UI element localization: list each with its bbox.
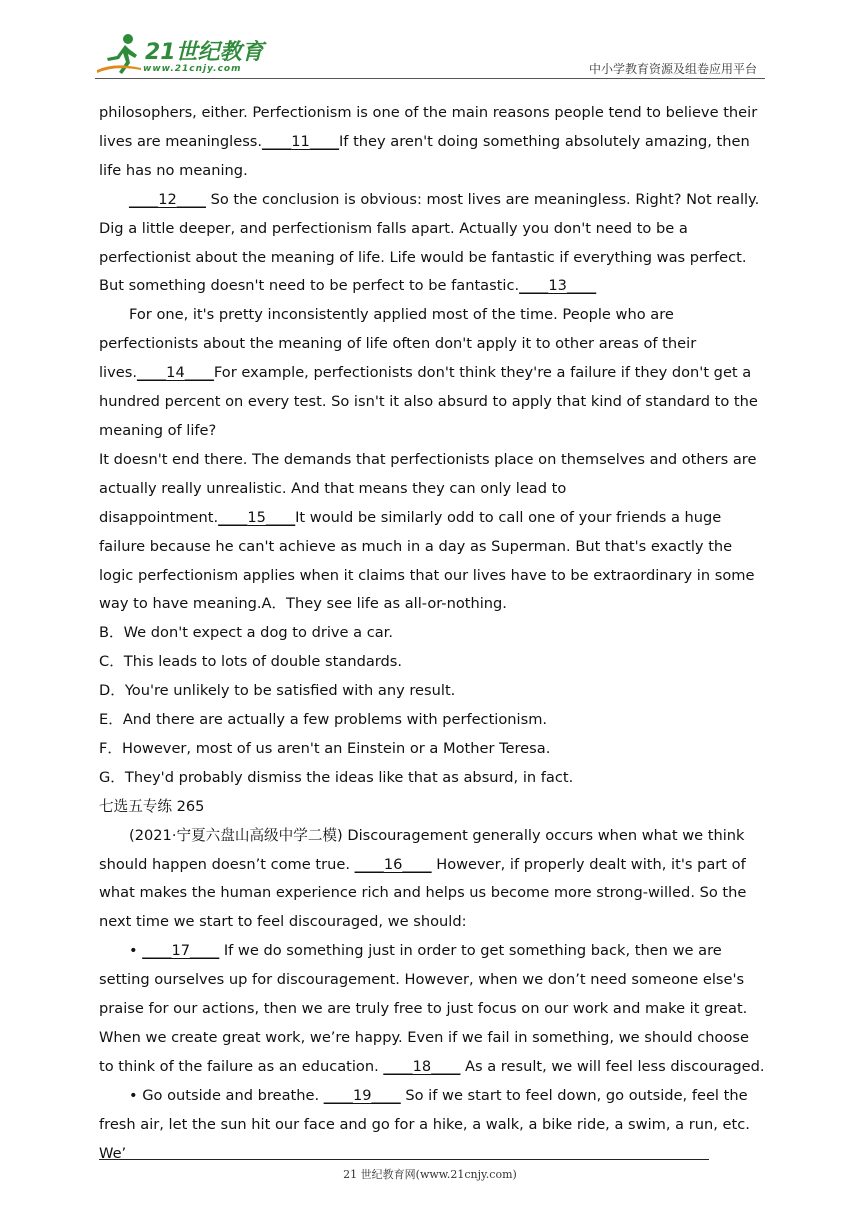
blank-12: ____12____ <box>129 190 206 208</box>
option-c: C．This leads to lots of double standards. <box>99 653 403 671</box>
option-f: F．However, most of us aren't an Einstein or a Mother Teresa. <box>99 739 551 757</box>
paragraph: philosophers, either. Perfectionism is one of the main reasons people tend to believe their lives are meaningless.____11____If they aren't doing something absolutely amazing, then life has no meaning. <box>99 104 758 179</box>
site-logo <box>95 32 265 78</box>
document-body <box>99 99 765 1169</box>
runner-icon <box>95 32 143 78</box>
paragraph: (2021·宁夏六盘山高级中学二模) Discouragement generally occurs when what we think should happen doesn’t come true. ____16____ However, if properly dealt with, it's part of what makes the human experience rich and helps us become more strong-willed. So the next time we start to feel discouraged, we should: <box>99 826 747 931</box>
blank-17: ____17____ <box>142 942 220 960</box>
paragraph: It doesn't end there. The demands that perfectionists place on themselves and others are actually really unrealistic. And that means they can only lead to disappointment.____15____It would be similarly odd to call one of your friends a huge failure because he can't achieve as much in a day as Superman. But that's exactly the logic perfectionism applies when it claims that our lives have to be extraordinary in some way to have meaning.A．They see life as all-or-nothing. <box>99 450 757 613</box>
logo-url: www.21cnjy.com <box>143 64 242 74</box>
section-title: 七选五专练 265 <box>99 797 205 815</box>
bullet-paragraph: • ____17____ If we do something just in order to get something back, then we are setting ourselves up for discouragement. However, when we don’t need someone else's praise for our actions, then we are truly free to just focus on our work and make it great. When we create great work, we’re happy. Even if we fail in something, we should choose to think of the failure as an education. ____18____ As a result, we will feel less discouraged. <box>99 942 765 1075</box>
option-g: G．They'd probably dismiss the ideas like that as absurd, in fact. <box>99 768 574 786</box>
page-footer: 21 世纪教育网(www.21cnjy.com) <box>343 1168 517 1181</box>
blank-19: ____19____ <box>323 1086 401 1104</box>
logo-text: 21世纪教育 <box>145 40 264 65</box>
platform-name: 中小学教育资源及组卷应用平台 <box>588 62 757 76</box>
blank-18: ____18____ <box>383 1057 461 1075</box>
blank-15: ____15____ <box>218 508 296 526</box>
blank-16: ____16____ <box>354 855 432 873</box>
blank-11: ____11____ <box>262 132 339 150</box>
header-divider <box>95 78 765 79</box>
option-b: B．We don't expect a dog to drive a car. <box>99 624 393 642</box>
option-e: E．And there are actually a few problems with perfectionism. <box>99 711 548 729</box>
paragraph: ____12____ So the conclusion is obvious: most lives are meaningless. Right? Not really. Dig a little deeper, and perfectionism falls apart. Actually you don't need to be a perfectionist about the meaning of life. Life would be fantastic if everything was perfect. But something doesn't need to be perfect to be fantastic.____13____ <box>99 190 760 295</box>
option-d: D．You're unlikely to be satisfied with any result. <box>99 682 456 700</box>
blank-13: ____13____ <box>519 277 597 295</box>
footer-divider <box>99 1159 709 1160</box>
page-header <box>95 30 765 80</box>
blank-14: ____14____ <box>136 364 214 382</box>
bullet-paragraph: • Go outside and breathe. ____19____ So if we start to feel down, go outside, feel the fresh air, let the sun hit our face and go for a hike, a walk, a bike ride, a swim, a run, etc. We’ <box>99 1086 750 1162</box>
paragraph: For one, it's pretty inconsistently applied most of the time. People who are perfectionists about the meaning of life often don't apply it to other areas of their lives.____14____For example, perfectionists don't think they're a failure if they don't get a hundred percent on every test. So isn't it also absurd to apply that kind of standard to the meaning of life? <box>99 306 758 439</box>
